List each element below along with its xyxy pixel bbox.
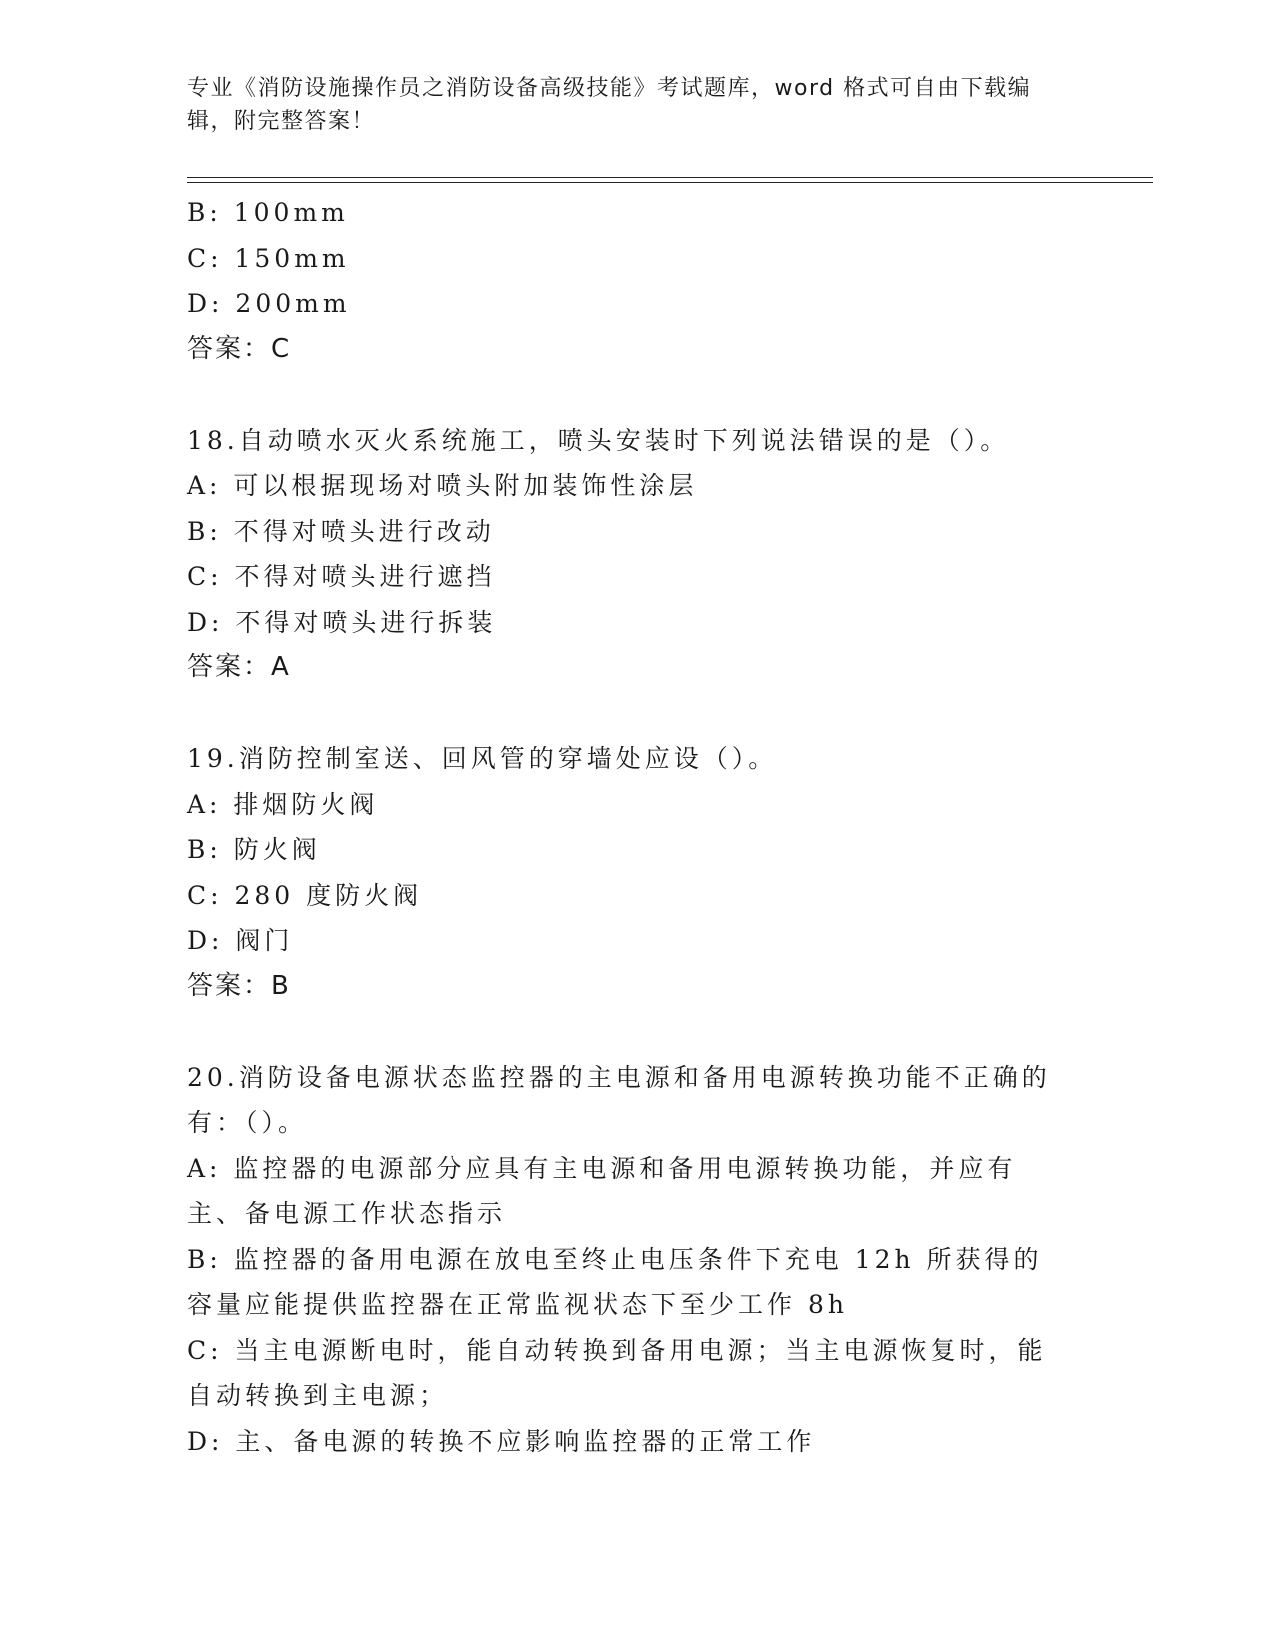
option-a: A: 监控器的电源部分应具有主电源和备用电源转换功能，并应有主、备电源工作状态指示 — [187, 1153, 1017, 1228]
header-divider-top — [187, 177, 1153, 178]
option-d: D: 200mm — [187, 289, 351, 318]
option-a: A: 可以根据现场对喷头附加装饰性涂层 — [187, 471, 698, 500]
question-block — [187, 736, 1067, 1009]
answer-line: 答案：A — [187, 652, 291, 682]
question-stem: 20.消防设备电源状态监控器的主电源和备用电源转换功能不正确的有：（）。 — [187, 1062, 1051, 1137]
option-d: D: 不得对喷头进行拆装 — [187, 607, 497, 637]
option-c: C: 不得对喷头进行遮挡 — [187, 562, 496, 591]
option-c: C: 当主电源断电时，能自动转换到备用电源；当主电源恢复时，能自动转换到主电源； — [187, 1335, 1047, 1410]
page-header: 专业《消防设施操作员之消防设备高级技能》考试题库，word 格式可自由下载编辑，附完整答案！ — [187, 76, 1032, 134]
option-c: C: 280 度防火阀 — [187, 880, 423, 910]
option-d: D: 阀门 — [187, 926, 294, 955]
answer-line: 答案：C — [187, 333, 292, 364]
question-list — [187, 190, 1067, 1464]
question-block — [187, 418, 1067, 691]
option-b: B: 防火阀 — [187, 835, 321, 864]
question-block — [187, 1055, 1067, 1465]
option-d: D: 主、备电源的转换不应影响监控器的正常工作 — [187, 1426, 816, 1456]
question-block-continued — [187, 190, 1067, 372]
header-divider-bottom — [187, 182, 1153, 183]
option-b: B: 不得对喷头进行改动 — [187, 516, 495, 546]
option-a: A: 排烟防火阀 — [187, 789, 379, 819]
option-b: B: 100mm — [187, 198, 349, 227]
option-c: C: 150mm — [187, 243, 350, 273]
option-b: B: 监控器的备用电源在放电至终止电压条件下充电 12h 所获得的容量应能提供监控器在正常监视状态下至少工作 8h — [187, 1244, 1043, 1319]
question-stem: 18.自动喷水灭火系统施工，喷头安装时下列说法错误的是（）。 — [187, 425, 1010, 455]
answer-line: 答案：B — [187, 970, 291, 1001]
question-stem: 19.消防控制室送、回风管的穿墙处应设（）。 — [187, 744, 778, 773]
